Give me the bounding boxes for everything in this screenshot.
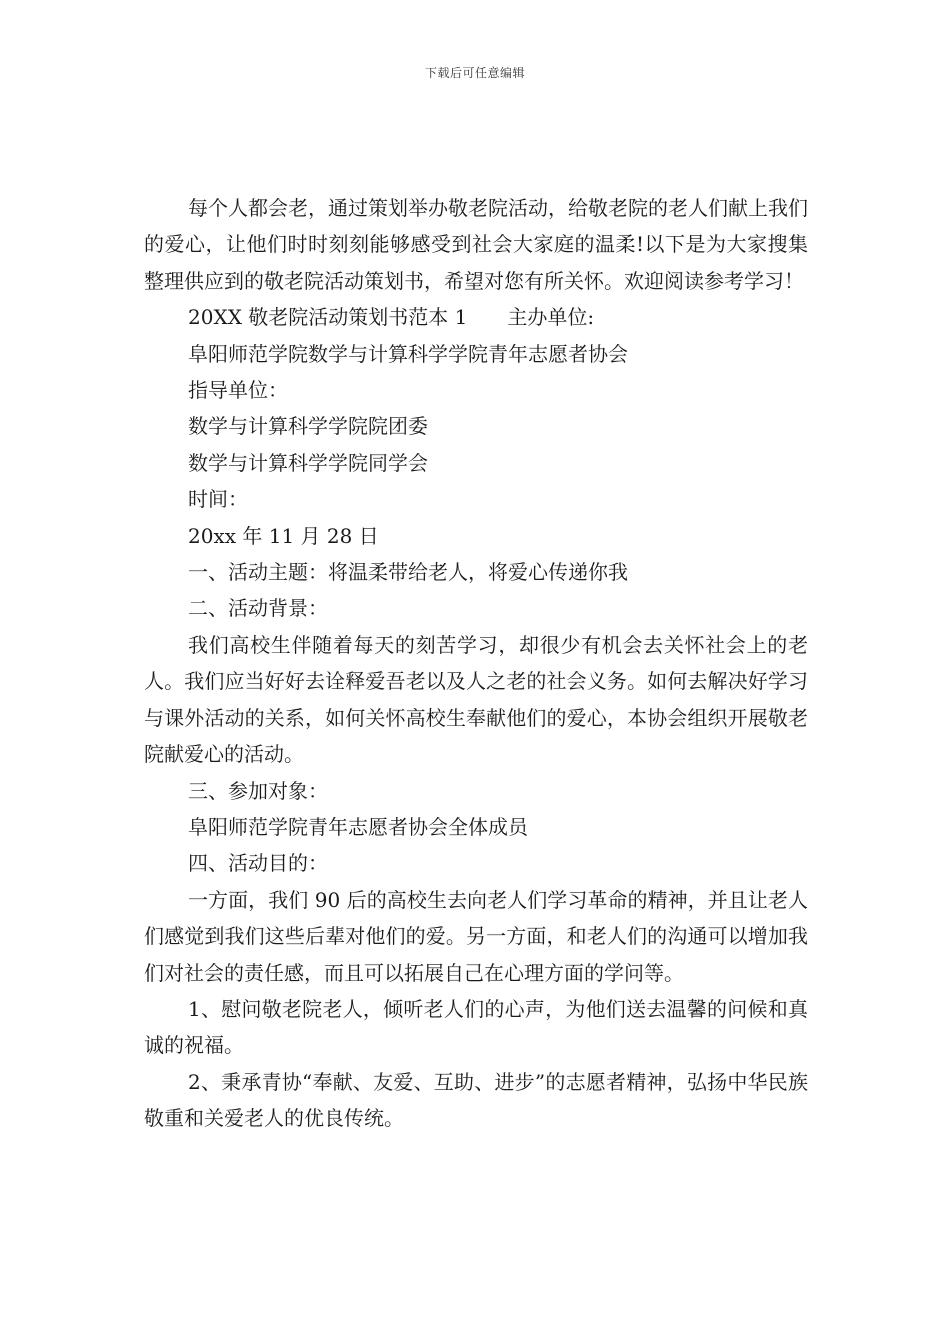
- background-paragraph: 我们高校生伴随着每天的刻苦学习，却很少有机会去关怀社会上的老人。我们应当好好去诠释爱吾老以及人之老的社会义务。如何去解决好学习与课外活动的关系，如何关怀高校生奉献他们的爱心，本协会组织开展敬老院献爱心的活动。: [144, 632, 808, 767]
- section-purpose-heading: 四、活动目的：: [188, 851, 328, 876]
- purpose-item-2: 2、秉承青协“奉献、友爱、互助、进步”的志愿者精神，弘扬中华民族敬重和关爱老人的优良传统。: [144, 1069, 808, 1131]
- guidance-label: 指导单位：: [188, 378, 288, 403]
- doc-title-line: 20XX 敬老院活动策划书范本 1 主办单位:: [188, 305, 595, 330]
- intro-paragraph: 每个人都会老，通过策划举办敬老院活动，给敬老院的老人们献上我们的爱心，让他们时时刻刻能够感受到社会大家庭的温柔!以下是为大家搜集整理供应到的敬老院活动策划书，希望对您有所关怀。欢迎阅读参考学习！: [144, 196, 808, 293]
- purpose-paragraph: 一方面，我们 90 后的高校生去向老人们学习革命的精神，并且让老人们感觉到我们这些后辈对他们的爱。另一方面，和老人们的沟通可以增加我们对社会的责任感，而且可以拓展自己在心理方面的学问等。: [144, 887, 808, 985]
- purpose-item-1: 1、慰问敬老院老人，倾听老人们的心声，为他们送去温馨的问候和真诚的祝福。: [144, 996, 808, 1058]
- section-theme: 一、活动主题：将温柔带给老人，将爱心传递你我: [188, 560, 628, 585]
- participants-value: 阜阳师范学院青年志愿者协会全体成员: [188, 814, 528, 839]
- time-value: 20xx 年 11 月 28 日: [188, 523, 379, 548]
- section-background-heading: 二、活动背景：: [188, 596, 328, 621]
- guidance-unit-1: 数学与计算科学学院院团委: [188, 414, 428, 439]
- organizer-name: 阜阳师范学院数学与计算科学学院青年志愿者协会: [188, 341, 628, 366]
- section-participants-heading: 三、参加对象：: [188, 778, 328, 803]
- time-label: 时间：: [188, 487, 248, 512]
- document-body: [144, 190, 808, 1137]
- guidance-unit-2: 数学与计算科学学院同学会: [188, 450, 428, 475]
- header-note: 下载后可任意编辑: [424, 66, 525, 80]
